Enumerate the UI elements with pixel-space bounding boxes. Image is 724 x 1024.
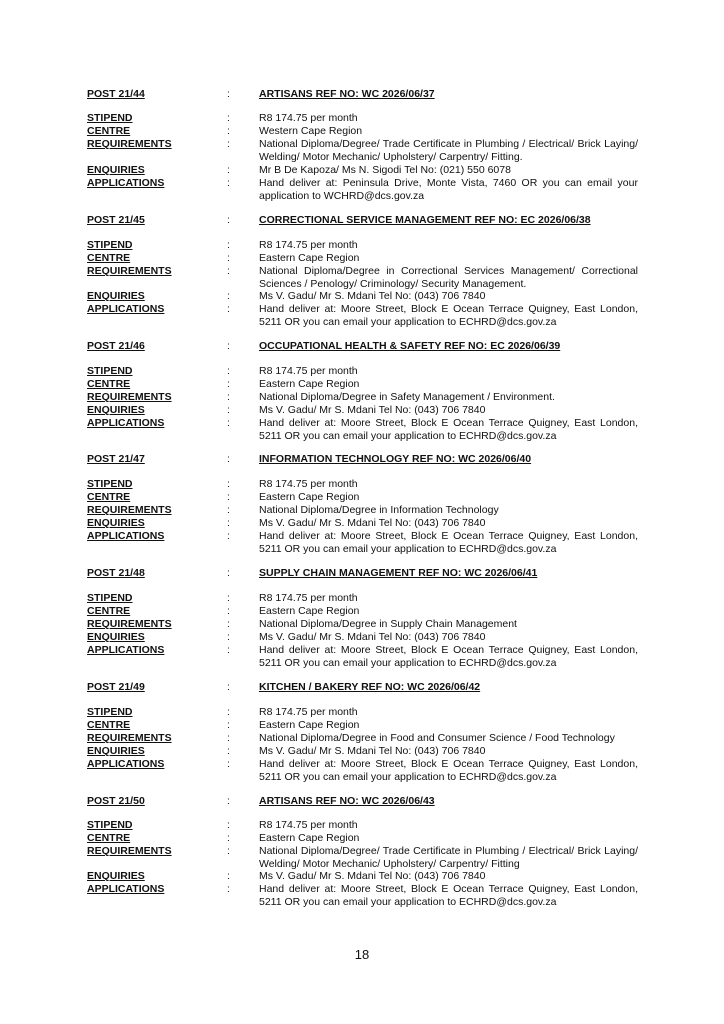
colon: :	[227, 832, 230, 844]
requirements-value: National Diploma/Degree in Supply Chain Management	[259, 618, 517, 630]
colon: :	[227, 795, 230, 807]
enquiries-row	[0, 745, 724, 758]
applications-label: APPLICATIONS	[87, 530, 165, 542]
post-title: KITCHEN / BAKERY REF NO: WC 2026/06/42	[259, 681, 481, 693]
centre-row	[0, 605, 724, 618]
enquiries-label: ENQUIRIES	[87, 290, 145, 302]
colon: :	[227, 265, 230, 277]
applications-label: APPLICATIONS	[87, 303, 165, 315]
colon: :	[227, 239, 230, 251]
applications-row	[0, 303, 724, 328]
post-header	[0, 681, 724, 694]
stipend-row	[0, 239, 724, 252]
enquiries-label: ENQUIRIES	[87, 404, 145, 416]
applications-row	[0, 530, 724, 555]
post-header	[0, 795, 724, 808]
colon: :	[227, 883, 230, 895]
enquiries-label: ENQUIRIES	[87, 517, 145, 529]
colon: :	[227, 378, 230, 390]
post-header	[0, 88, 724, 101]
stipend-label: STIPEND	[87, 706, 133, 718]
post-header	[0, 453, 724, 466]
requirements-value: National Diploma/Degree/ Trade Certificate in Plumbing / Electrical/ Brick Laying/ Welding/ Motor Mechanic/ Upholstery/ Carpentry/ Fitting	[259, 845, 638, 870]
colon: :	[227, 631, 230, 643]
stipend-label: STIPEND	[87, 112, 133, 124]
post-title: INFORMATION TECHNOLOGY REF NO: WC 2026/06/40	[259, 453, 532, 465]
applications-value: Hand deliver at: Moore Street, Block E Ocean Terrace Quigney, East London, 5211 OR you can email your application to ECHRD@dcs.gov.za	[259, 303, 638, 328]
stipend-value: R8 174.75 per month	[259, 478, 358, 490]
colon: :	[227, 303, 230, 315]
colon: :	[227, 706, 230, 718]
stipend-row	[0, 819, 724, 832]
applications-row	[0, 644, 724, 669]
post-header	[0, 214, 724, 227]
colon: :	[227, 417, 230, 429]
colon: :	[227, 214, 230, 226]
requirements-label: REQUIREMENTS	[87, 845, 172, 857]
centre-label: CENTRE	[87, 605, 131, 617]
requirements-label: REQUIREMENTS	[87, 732, 172, 744]
centre-row	[0, 832, 724, 845]
requirements-label: REQUIREMENTS	[87, 265, 172, 277]
colon: :	[227, 478, 230, 490]
enquiries-value: Ms V. Gadu/ Mr S. Mdani Tel No: (043) 706 7840	[259, 631, 486, 643]
colon: :	[227, 845, 230, 857]
centre-row	[0, 252, 724, 265]
stipend-value: R8 174.75 per month	[259, 706, 358, 718]
applications-row	[0, 417, 724, 442]
colon: :	[227, 605, 230, 617]
applications-value: Hand deliver at: Moore Street, Block E Ocean Terrace Quigney, East London, 5211 OR you can email your application to ECHRD@dcs.gov.za	[259, 758, 638, 783]
centre-row	[0, 719, 724, 732]
centre-value: Eastern Cape Region	[259, 252, 360, 264]
colon: :	[227, 340, 230, 352]
post-title: SUPPLY CHAIN MANAGEMENT REF NO: WC 2026/06/41	[259, 567, 538, 579]
requirements-value: National Diploma/Degree in Safety Management / Environment.	[259, 391, 555, 403]
requirements-value: National Diploma/Degree in Food and Consumer Science / Food Technology	[259, 732, 615, 744]
stipend-value: R8 174.75 per month	[259, 365, 358, 377]
post-header	[0, 340, 724, 353]
requirements-row	[0, 504, 724, 517]
post-title: OCCUPATIONAL HEALTH & SAFETY REF NO: EC 2026/06/39	[259, 340, 561, 352]
colon: :	[227, 138, 230, 150]
applications-value: Hand deliver at: Moore Street, Block E Ocean Terrace Quigney, East London, 5211 OR you can email your application to ECHRD@dcs.gov.za	[259, 883, 638, 908]
colon: :	[227, 681, 230, 693]
stipend-value: R8 174.75 per month	[259, 112, 358, 124]
centre-value: Eastern Cape Region	[259, 832, 360, 844]
centre-label: CENTRE	[87, 125, 131, 137]
centre-value: Western Cape Region	[259, 125, 363, 137]
stipend-label: STIPEND	[87, 239, 133, 251]
colon: :	[227, 125, 230, 137]
colon: :	[227, 391, 230, 403]
colon: :	[227, 732, 230, 744]
stipend-row	[0, 592, 724, 605]
colon: :	[227, 530, 230, 542]
post-number: POST 21/50	[87, 795, 145, 807]
requirements-row	[0, 138, 724, 163]
post-title: ARTISANS REF NO: WC 2026/06/43	[259, 795, 435, 807]
applications-value: Hand deliver at: Peninsula Drive, Monte Vista, 7460 OR you can email your application to WCHRD@dcs.gov.za	[259, 177, 638, 202]
colon: :	[227, 453, 230, 465]
requirements-label: REQUIREMENTS	[87, 138, 172, 150]
enquiries-label: ENQUIRIES	[87, 745, 145, 757]
applications-label: APPLICATIONS	[87, 417, 165, 429]
stipend-row	[0, 112, 724, 125]
colon: :	[227, 112, 230, 124]
post-number: POST 21/45	[87, 214, 145, 226]
colon: :	[227, 567, 230, 579]
applications-row	[0, 758, 724, 783]
post-number: POST 21/48	[87, 567, 145, 579]
colon: :	[227, 870, 230, 882]
applications-label: APPLICATIONS	[87, 758, 165, 770]
applications-label: APPLICATIONS	[87, 883, 165, 895]
stipend-label: STIPEND	[87, 478, 133, 490]
applications-label: APPLICATIONS	[87, 177, 165, 189]
enquiries-row	[0, 404, 724, 417]
enquiries-value: Ms V. Gadu/ Mr S. Mdani Tel No: (043) 706 7840	[259, 870, 486, 882]
stipend-value: R8 174.75 per month	[259, 239, 358, 251]
enquiries-row	[0, 631, 724, 644]
stipend-value: R8 174.75 per month	[259, 592, 358, 604]
centre-row	[0, 378, 724, 391]
enquiries-label: ENQUIRIES	[87, 631, 145, 643]
colon: :	[227, 592, 230, 604]
applications-value: Hand deliver at: Moore Street, Block E Ocean Terrace Quigney, East London, 5211 OR you can email your application to ECHRD@dcs.gov.za	[259, 644, 638, 669]
enquiries-label: ENQUIRIES	[87, 870, 145, 882]
applications-value: Hand deliver at: Moore Street, Block E Ocean Terrace Quigney, East London, 5211 OR you can email your application to ECHRD@dcs.gov.za	[259, 417, 638, 442]
colon: :	[227, 177, 230, 189]
colon: :	[227, 618, 230, 630]
post-number: POST 21/44	[87, 88, 145, 100]
enquiries-label: ENQUIRIES	[87, 164, 145, 176]
enquiries-row	[0, 517, 724, 530]
enquiries-value: Ms V. Gadu/ Mr S. Mdani Tel No: (043) 706 7840	[259, 404, 486, 416]
stipend-row	[0, 706, 724, 719]
centre-label: CENTRE	[87, 491, 131, 503]
colon: :	[227, 365, 230, 377]
applications-label: APPLICATIONS	[87, 644, 165, 656]
colon: :	[227, 404, 230, 416]
requirements-row	[0, 845, 724, 870]
post-number: POST 21/49	[87, 681, 145, 693]
enquiries-row	[0, 164, 724, 177]
centre-row	[0, 491, 724, 504]
stipend-row	[0, 478, 724, 491]
requirements-label: REQUIREMENTS	[87, 504, 172, 516]
requirements-value: National Diploma/Degree/ Trade Certificate in Plumbing / Electrical/ Brick Laying/ Welding/ Motor Mechanic/ Upholstery/ Carpentry/ Fitting.	[259, 138, 638, 163]
centre-value: Eastern Cape Region	[259, 719, 360, 731]
colon: :	[227, 504, 230, 516]
requirements-row	[0, 265, 724, 290]
centre-row	[0, 125, 724, 138]
enquiries-value: Ms V. Gadu/ Mr S. Mdani Tel No: (043) 706 7840	[259, 517, 486, 529]
stipend-label: STIPEND	[87, 592, 133, 604]
requirements-row	[0, 618, 724, 631]
post-title: CORRECTIONAL SERVICE MANAGEMENT REF NO: EC 2026/06/38	[259, 214, 591, 226]
centre-label: CENTRE	[87, 832, 131, 844]
colon: :	[227, 491, 230, 503]
applications-row	[0, 177, 724, 202]
post-number: POST 21/47	[87, 453, 145, 465]
centre-value: Eastern Cape Region	[259, 491, 360, 503]
centre-value: Eastern Cape Region	[259, 378, 360, 390]
requirements-row	[0, 732, 724, 745]
applications-row	[0, 883, 724, 908]
centre-label: CENTRE	[87, 378, 131, 390]
requirements-label: REQUIREMENTS	[87, 391, 172, 403]
colon: :	[227, 819, 230, 831]
colon: :	[227, 758, 230, 770]
page-number: 18	[354, 947, 370, 962]
requirements-value: National Diploma/Degree in Correctional Services Management/ Correctional Sciences / Penology/ Criminology/ Security Management.	[259, 265, 638, 290]
colon: :	[227, 719, 230, 731]
enquiries-row	[0, 290, 724, 303]
colon: :	[227, 88, 230, 100]
colon: :	[227, 517, 230, 529]
enquiries-row	[0, 870, 724, 883]
post-title: ARTISANS REF NO: WC 2026/06/37	[259, 88, 435, 100]
colon: :	[227, 290, 230, 302]
enquiries-value: Mr B De Kapoza/ Ms N. Sigodi Tel No: (021) 550 6078	[259, 164, 511, 176]
colon: :	[227, 252, 230, 264]
centre-value: Eastern Cape Region	[259, 605, 360, 617]
enquiries-value: Ms V. Gadu/ Mr S. Mdani Tel No: (043) 706 7840	[259, 290, 486, 302]
colon: :	[227, 644, 230, 656]
post-number: POST 21/46	[87, 340, 145, 352]
requirements-value: National Diploma/Degree in Information Technology	[259, 504, 499, 516]
requirements-label: REQUIREMENTS	[87, 618, 172, 630]
enquiries-value: Ms V. Gadu/ Mr S. Mdani Tel No: (043) 706 7840	[259, 745, 486, 757]
post-header	[0, 567, 724, 580]
requirements-row	[0, 391, 724, 404]
stipend-label: STIPEND	[87, 365, 133, 377]
stipend-label: STIPEND	[87, 819, 133, 831]
applications-value: Hand deliver at: Moore Street, Block E Ocean Terrace Quigney, East London, 5211 OR you can email your application to ECHRD@dcs.gov.za	[259, 530, 638, 555]
stipend-value: R8 174.75 per month	[259, 819, 358, 831]
centre-label: CENTRE	[87, 719, 131, 731]
colon: :	[227, 745, 230, 757]
centre-label: CENTRE	[87, 252, 131, 264]
stipend-row	[0, 365, 724, 378]
colon: :	[227, 164, 230, 176]
